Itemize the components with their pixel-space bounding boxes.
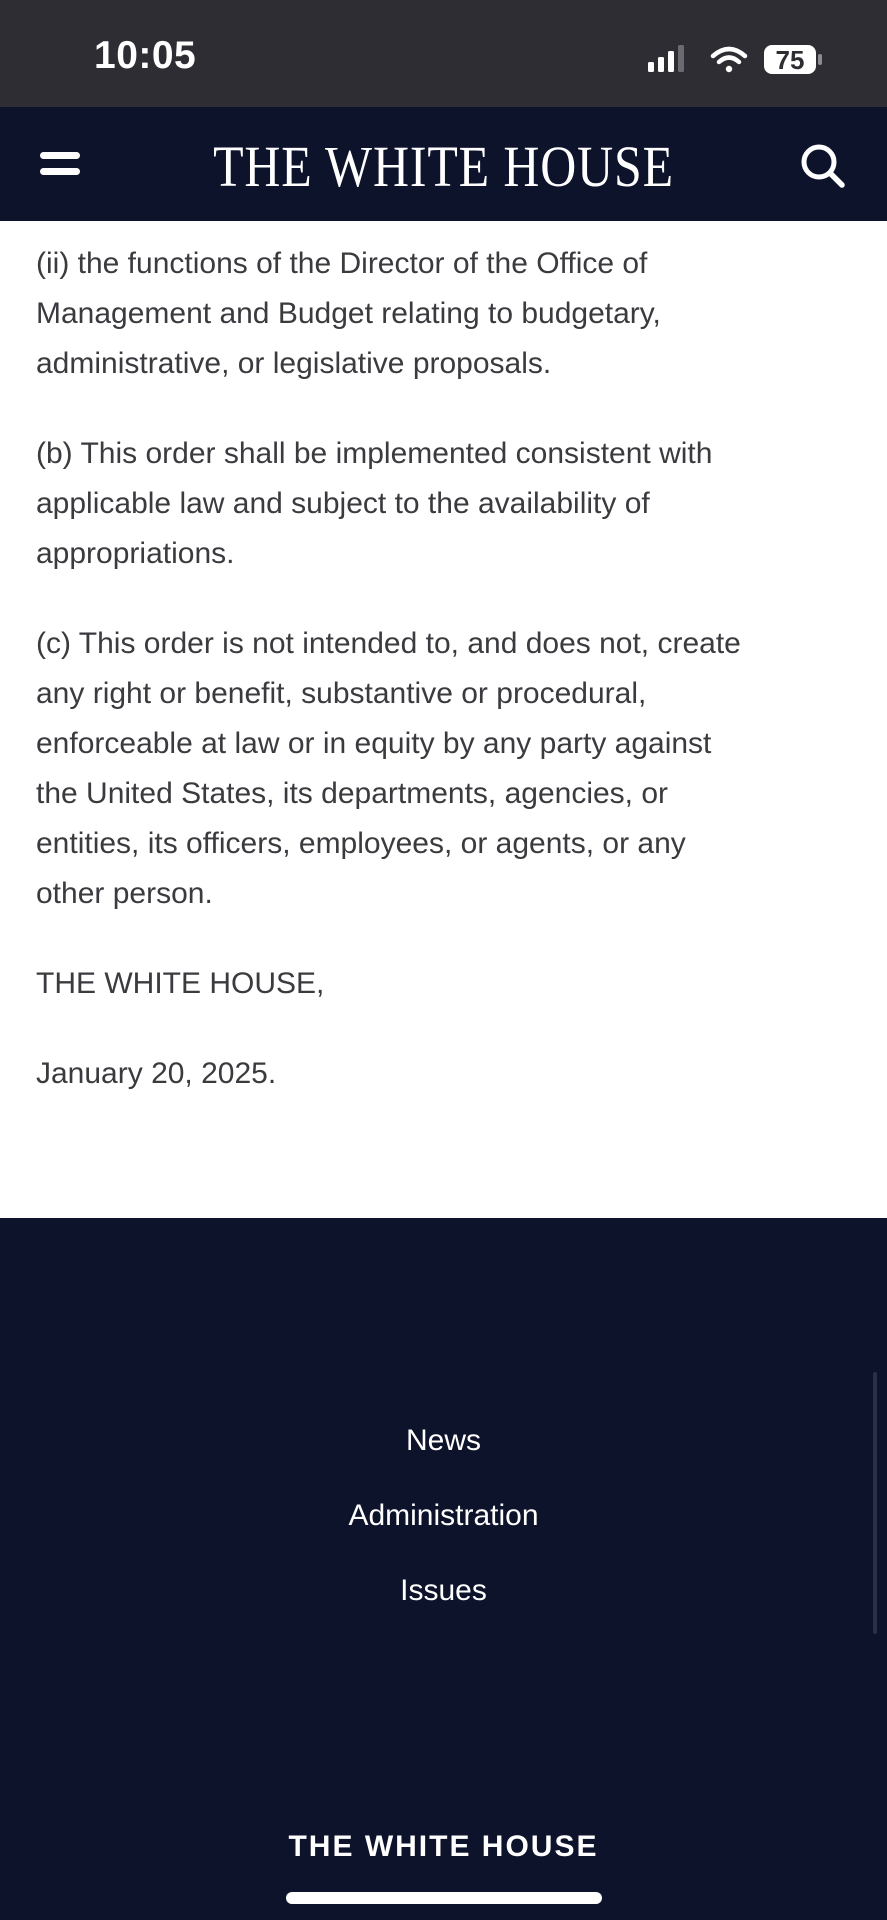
footer-link-issues[interactable]: Issues: [400, 1574, 487, 1607]
paragraph-ii: (ii) the functions of the Director of the Office of Management and Budget relating to budgetary, administrative, or legislative proposals.: [36, 247, 661, 380]
site-header: [0, 107, 887, 221]
order-date: January 20, 2025.: [36, 1057, 277, 1090]
paragraph-c: (c) This order is not intended to, and does not, create any right or benefit, substantive or procedural, enforceable at law or in equity by any party against the United States, its departments, agencies, or entities, its officers, employees, or agents, or any other person.: [36, 627, 741, 910]
status-icons: [645, 40, 845, 80]
footer-link-news[interactable]: News: [405, 1424, 481, 1457]
search-button[interactable]: [793, 138, 853, 194]
hamburger-menu-icon: [30, 142, 90, 188]
status-bar: [0, 0, 887, 107]
footer-brand: THE WHITE HOUSE: [288, 1830, 599, 1863]
footer-nav: [0, 1403, 887, 1628]
site-footer: [0, 1218, 887, 1920]
paragraph-b: (b) This order shall be implemented consistent with applicable law and subject to the availability of appropriations.: [36, 437, 713, 570]
status-time: 10:05: [94, 34, 197, 77]
footer-link-administration[interactable]: Administration: [348, 1499, 539, 1532]
signature-line: THE WHITE HOUSE,: [36, 967, 325, 1000]
menu-button[interactable]: [30, 142, 90, 188]
site-title: THE WHITE HOUSE: [213, 134, 674, 199]
cellular-signal-icon: [648, 45, 684, 72]
article-body: [0, 221, 887, 1218]
home-indicator: [286, 1892, 602, 1904]
battery-level-text: 75: [775, 45, 805, 75]
wifi-icon: [713, 49, 745, 72]
search-icon: [793, 138, 853, 194]
battery-icon: [764, 45, 822, 75]
